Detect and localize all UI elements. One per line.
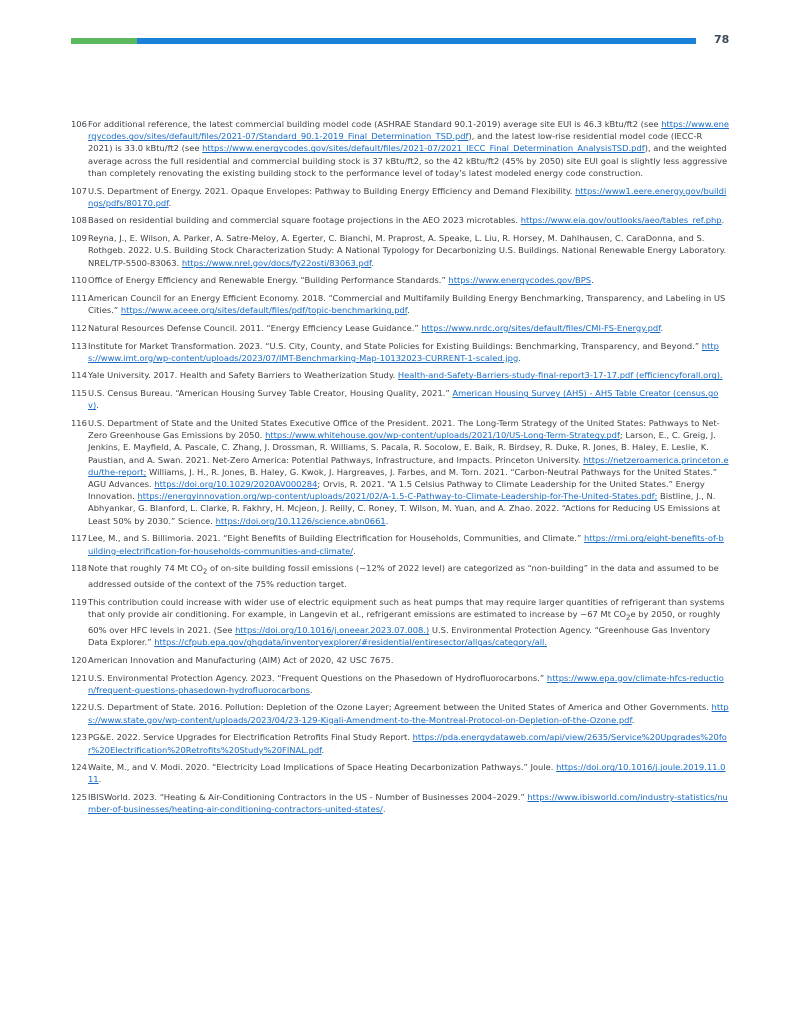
endnote-text-run: .: [168, 197, 172, 208]
endnote-text-run: .: [382, 804, 386, 815]
endnote-125: [71, 791, 729, 815]
page-number: 78: [714, 33, 730, 46]
citation-link[interactable]: American Housing Survey (AHS) - AHS Table Creator (census.gov): [88, 388, 719, 411]
endnote-text-run: IBISWorld. 2023. “Heating & Air-Conditioning Contractors in the US - Number of Businesses 2004–2029.”: [88, 792, 528, 803]
citation-link[interactable]: https://doi.org/10.1016/j.joule.2019.11.011: [88, 762, 726, 785]
endnote-text: [88, 761, 729, 785]
endnote-number: 116: [71, 418, 87, 429]
endnote-text-run: .: [385, 515, 389, 526]
endnote-123: [71, 731, 729, 755]
endnote-text-run: American Council for an Energy Efficient Economy. 2018. “Commercial and Multifamily Building Energy Benchmarking, Transparency, and Labeling in US Cities.”: [88, 292, 726, 316]
endnote-text: [88, 417, 729, 527]
citation-link[interactable]: Health-and-Safety-Barriers-study-final-report3-17-17.pdf (efficiencyforall.org).: [397, 370, 723, 381]
citation-link[interactable]: https://energyinnovation.org/wp-content/uploads/2021/02/A-1.5-C-Pathway-to-Climate-Leadership-for-The-United-States.pdf;: [137, 491, 658, 502]
endnotes-list: [71, 118, 729, 821]
endnote-text-run: Bistline, J., N. Abhyankar, G. Blanford, L. Clarke, R. Fakhry, H. Mcjeon, J. Reilly, C. Roney, T. Wilson, M. Yuan, and A. Zhao. 2022. “Actions for Reducing US Emissions at Least 50% by 2030.” Science.: [88, 491, 721, 526]
endnote-number: 109: [71, 233, 87, 244]
endnote-114: [71, 369, 729, 381]
endnote-text: [88, 596, 729, 648]
endnote-number: 115: [71, 388, 87, 399]
endnote-122: [71, 701, 729, 725]
endnote-text-run: .: [518, 352, 521, 363]
endnote-text: [88, 532, 729, 556]
endnote-text-run: This contribution could increase with wider use of electric equipment such as heat pumps that may require larger quantities of refrigerant than systems that only provide air conditioning. For example, in Langevin et al., refrigerant emissions are estimated to increase by ~67 Mt CO: [88, 596, 725, 620]
endnote-text-run: Reyna, J., E. Wilson, A. Parker, A. Satre-Meloy, A. Egerter, C. Bianchi, M. Praprost, A. Speake, L. Liu, R. Horsey, M. Dahlhausen, C. CaraDonna, and S. Rothgeb. 2022. U.S. Building Stock Characterization Study: A National Typology for Decarbonizing U.S. Buildings. National Renewable Energy Laboratory. NREL/TP-5500-83063.: [88, 233, 727, 268]
subscript: 2: [202, 567, 208, 576]
endnote-text-run: .: [353, 545, 356, 556]
endnote-text: [88, 340, 729, 364]
endnote-119: [71, 596, 729, 648]
endnote-text-run: Waite, M., and V. Modi. 2020. “Electricity Load Implications of Space Heating Decarbonization Pathways.” Joule.: [88, 762, 557, 773]
endnote-text-run: U.S. Department of State and the United States Executive Office of the President. 2021. The Long-Term Strategy of the United States: Pathways to Net-Zero Greenhouse Gas Emissions by 2050.: [88, 418, 720, 441]
citation-link[interactable]: https://doi.org/10.1029/2020AV000284: [154, 479, 318, 490]
endnote-110: [71, 274, 729, 286]
endnote-text-run: Note that roughly 74 Mt CO: [88, 563, 203, 574]
endnote-113: [71, 340, 729, 364]
citation-link[interactable]: https://www.whitehouse.gov/wp-content/uploads/2021/10/US-Long-Term-Strategy.pdf: [265, 430, 620, 441]
endnote-text: [88, 232, 729, 269]
endnote-text-run: U.S. Census Bureau. “American Housing Survey Table Creator, Housing Quality, 2021.”: [88, 388, 453, 399]
endnote-text-run: .: [660, 322, 664, 333]
endnote-124: [71, 761, 729, 785]
endnote-text-run: of on-site building fossil emissions (~12% of 2022 level) are categorized as “non-building” in the data and assumed to be addressed outside of the context of the 75% reduction target.: [88, 563, 719, 590]
endnote-number: 113: [71, 340, 87, 351]
endnote-text: [88, 672, 729, 696]
endnote-text-run: Office of Energy Efficiency and Renewable Energy. “Building Performance Standards.”: [88, 275, 449, 286]
endnote-number: 112: [71, 322, 87, 333]
endnote-text-run: .: [591, 275, 594, 286]
citation-link[interactable]: https://www.ibisworld.com/industry-statistics/number-of-businesses/heating-air-conditioning-contractors-united-states/: [88, 792, 728, 815]
citation-link[interactable]: https://www.energycodes.gov/sites/default/files/2021-07/2021_IECC_Final_Determination_AnalysisTSD.pdf: [202, 143, 645, 154]
endnote-121: [71, 672, 729, 696]
endnote-number: 119: [71, 596, 87, 607]
header-bar-green-segment: [71, 38, 141, 44]
endnote-text: [88, 731, 729, 755]
endnote-number: 122: [71, 702, 87, 713]
citation-link[interactable]: https://doi.org/10.1016/j.oneear.2023.07.008.): [235, 624, 430, 635]
subscript: 2: [626, 613, 631, 622]
endnote-text-run: Based on residential building and commercial square footage projections in the AEO 2023 microtables.: [88, 215, 521, 226]
endnote-109: [71, 232, 729, 269]
endnote-number: 124: [71, 762, 87, 773]
endnote-text-run: .: [631, 714, 635, 725]
endnote-text: [88, 185, 729, 209]
endnote-text-run: .: [407, 305, 410, 316]
citation-link[interactable]: https://www.imt.org/wp-content/uploads/2023/07/IMT-Benchmarking-Map-10132023-CURRENT-1-scaled.jpg: [88, 340, 719, 363]
endnote-106: [71, 118, 729, 179]
endnote-number: 111: [71, 292, 87, 303]
endnote-text-run: Williams, J. H., R. Jones, B. Haley, G. Kwok, J. Hargreaves, J. Farbes, and M. Torn. 2021. “Carbon-Neutral Pathways for the United States.” AGU Advances.: [88, 466, 718, 490]
endnote-number: 125: [71, 792, 87, 803]
endnote-text: [88, 791, 729, 815]
endnote-107: [71, 185, 729, 209]
endnote-111: [71, 292, 729, 316]
endnote-112: [71, 322, 729, 334]
endnote-number: 118: [71, 563, 87, 574]
endnote-text-run: Institute for Market Transformation. 2023. “U.S. City, County, and State Policies for Existing Buildings: Benchmarking, Transparency, and Beyond.”: [88, 340, 702, 351]
endnote-108: [71, 214, 729, 226]
endnote-number: 121: [71, 672, 87, 683]
endnote-115: [71, 387, 729, 411]
citation-link[interactable]: https://cfpub.epa.gov/ghgdata/inventoryexplorer/#residential/entiresector/allgas/category/all.: [154, 637, 548, 648]
endnote-text-run: ; Orvis, R. 2021. “A 1.5 Celsius Pathway to Climate Leadership for the United States.” Energy Innovation.: [88, 479, 705, 502]
endnote-text: [88, 118, 729, 179]
endnote-text-run: PG&E. 2022. Service Upgrades for Electrification Retrofits Final Study Report.: [88, 732, 413, 743]
citation-link[interactable]: https://www.energycodes.gov/sites/default/files/2021-07/Standard_90.1-2019_Final_Determination_TSD.pdf: [88, 119, 730, 142]
endnote-text-run: .: [98, 774, 102, 785]
endnote-text: [88, 562, 729, 590]
endnote-120: [71, 654, 729, 666]
header-accent-bar: [71, 38, 696, 44]
citation-link[interactable]: https://www.state.gov/wp-content/uploads/2023/04/23-129-Kigali-Amendment-to-the-Montreal-Protocol-on-Depletion-of-the-Ozone.pdf: [88, 702, 729, 725]
endnote-text-run: For additional reference, the latest commercial building model code (ASHRAE Standard 90.1-2019) average site EUI is 46.3 kBtu/ft2 (see: [88, 119, 662, 129]
endnote-number: 123: [71, 732, 87, 743]
endnote-number: 108: [71, 215, 87, 226]
endnote-number: 107: [71, 185, 87, 196]
endnote-text-run: U.S. Department of State. 2016. Pollution: Depletion of the Ozone Layer; Agreement between the United States of America and Other Governments.: [88, 702, 712, 713]
endnote-number: 120: [71, 654, 87, 665]
citation-link[interactable]: https://doi.org/10.1126/science.abn0661: [215, 515, 386, 526]
endnote-text-run: ), and the latest low-rise residential model code (IECC-R 2021) is 33.0 kBtu/ft2 (see: [88, 131, 703, 154]
citation-link[interactable]: https://pda.energydataweb.com/api/view/2635/Service%20Upgrades%20for%20Electrification%20Retrofits%20Study%20FINAL.pdf: [88, 732, 727, 755]
citation-link[interactable]: https://www1.eere.energy.gov/buildings/pdfs/80170.pdf: [88, 185, 727, 208]
endnote-text-run: .: [721, 215, 725, 226]
endnote-number: 114: [71, 370, 87, 381]
endnote-number: 106: [71, 119, 87, 129]
header-bar-blue-segment: [137, 38, 696, 44]
endnote-text: [88, 369, 729, 381]
endnote-text: [88, 322, 729, 334]
citation-link[interactable]: https://www.aceee.org/sites/default/files/pdf/topic-benchmarking.pdf: [120, 305, 408, 316]
endnote-text-run: U.S. Environmental Protection Agency. “Greenhouse Gas Inventory Data Explorer.”: [88, 624, 711, 648]
endnote-text-run: ; Larson, E., C. Greig, J. Jenkins, E. Mayfield, A. Pascale, C. Zhang, J. Drossman, R. Williams, S. Pacala, R. Socolow, E. Baik, R. Birdsey, R. Duke, R. Jones, B. Haley, E. Leslie, K. Paustian, and A. Swan. 2021. Net-Zero America: Potential Pathways, Infrastructure, and Impacts. Princeton University.: [88, 430, 716, 465]
endnote-text-run: .: [96, 400, 99, 411]
endnote-text-run: Natural Resources Defense Council. 2011. “Energy Efficiency Lease Guidance.”: [88, 322, 422, 333]
endnote-text: [88, 387, 729, 411]
citation-link[interactable]: https://www.nrel.gov/docs/fy22osti/83063.pdf: [181, 257, 372, 268]
citation-link[interactable]: https://www.epa.gov/climate-hfcs-reduction/frequent-questions-phasedown-hydrofluorocarbons: [88, 672, 724, 695]
endnote-text: [88, 654, 729, 666]
endnote-text: [88, 214, 729, 226]
endnote-text-run: ), and the weighted average across the full residential and commercial building stock is 37 kBtu/ft2, so the 42 kBtu/ft2 (45% by 2050) site EUI goal is slightly less aggressive than completely renovating the existing building stock to the performance level of today’s latest modeled energy code construction.: [88, 143, 728, 178]
endnote-text-run: U.S. Environmental Protection Agency. 2023. “Frequent Questions on the Phasedown of Hydrofluorocarbons.”: [88, 672, 547, 683]
endnote-text-run: .: [321, 744, 325, 755]
endnote-number: 110: [71, 275, 87, 286]
endnote-text: [88, 292, 729, 316]
endnote-text: [88, 701, 729, 725]
endnote-text: [88, 274, 729, 286]
endnote-117: [71, 532, 729, 556]
citation-link[interactable]: https://www.energycodes.gov/BPS: [448, 275, 592, 286]
endnote-text-run: U.S. Department of Energy. 2021. Opaque Envelopes: Pathway to Building Energy Efficiency and Demand Flexibility.: [88, 185, 576, 196]
endnote-number: 117: [71, 533, 87, 544]
citation-link[interactable]: https://rmi.org/eight-benefits-of-building-electrification-for-households-communities-and-climate/: [88, 533, 724, 556]
endnote-text-run: Lee, M., and S. Billimoria. 2021. “Eight Benefits of Building Electrification for Households, Communities, and Climate.”: [88, 533, 584, 544]
citation-link[interactable]: https://www.nrdc.org/sites/default/files/CMI-FS-Energy.pdf: [421, 322, 661, 333]
endnote-text-run: American Innovation and Manufacturing (AIM) Act of 2020, 42 USC 7675.: [88, 654, 394, 665]
endnote-116: [71, 417, 729, 527]
endnote-text-run: .: [371, 257, 375, 268]
citation-link[interactable]: https://netzeroamerica.princeton.edu/the-report;: [88, 454, 729, 477]
citation-link[interactable]: https://www.eia.gov/outlooks/aeo/tables_ref.php: [520, 215, 722, 226]
endnote-118: [71, 562, 729, 590]
endnote-text-run: Yale University. 2017. Health and Safety Barriers to Weatherization Study.: [88, 370, 398, 381]
endnote-text-run: e by 2050, or roughly 60% over HFC levels in 2021. (See: [88, 609, 721, 635]
endnote-text-run: .: [309, 684, 313, 695]
